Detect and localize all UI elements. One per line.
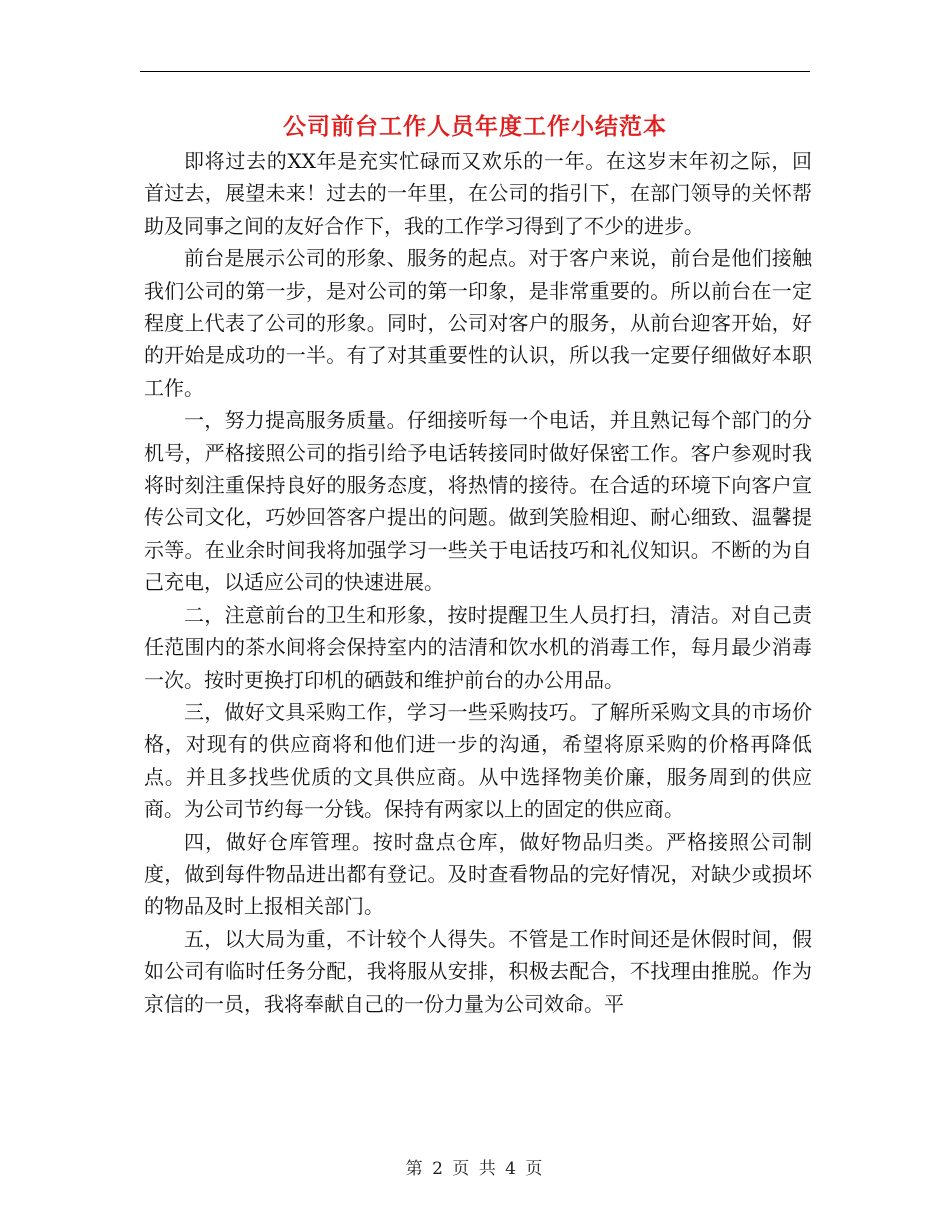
page-footer: 第 2 页 共 4 页: [405, 1159, 545, 1179]
document-title: 公司前台工作人员年度工作小结范本: [283, 113, 667, 140]
paragraph-point-1: 一，努力提高服务质量。仔细接听每一个电话，并且熟记每个部门的分机号，严格接照公司的指引给予电话转接同时做好保密工作。客户参观时我将时刻注重保持良好的服务态度，将热情的接待。在合适的环境下向客户宣传公司文化，巧妙回答客户提出的问题。做到笑脸相迎、耐心细致、温馨提示等。在业余时间我将加强学习一些关于电话技巧和礼仪知识。不断的为自己充电，以适应公司的快速进展。: [144, 408, 812, 595]
paragraph-point-3: 三，做好文具采购工作，学习一些采购技巧。了解所采购文具的市场价格，对现有的供应商将和他们进一步的沟通，希望将原采购的价格再降低点。并且多找些优质的文具供应商。从中选择物美价廉，服务周到的供应商。为公司节约每一分钱。保持有两家以上的固定的供应商。: [144, 699, 812, 822]
paragraph-point-2: 二，注意前台的卫生和形象，按时提醒卫生人员打扫，清洁。对自己责任范围内的茶水间将会保持室内的洁清和饮水机的消毒工作，每月最少消毒一次。按时更换打印机的硒鼓和维护前台的办公用品。: [144, 602, 812, 692]
paragraph-point-5: 五，以大局为重，不计较个人得失。不管是工作时间还是休假时间，假如公司有临时任务分配，我将服从安排，积极去配合，不找理由推脱。作为京信的一员，我将奉献自己的一份力量为公司效命。平: [144, 926, 812, 1016]
paragraph-intro: 即将过去的XX年是充实忙碌而又欢乐的一年。在这岁末年初之际，回首过去，展望未来！过去的一年里，在公司的指引下，在部门领导的关怀帮助及同事之间的友好合作下，我的工作学习得到了不少的进步。: [144, 149, 812, 238]
header-rule: [140, 71, 810, 72]
document-body: [144, 145, 812, 1020]
paragraph-front-desk: 前台是展示公司的形象、服务的起点。对于客户来说，前台是他们接触我们公司的第一步，是对公司的第一印象，是非常重要的。所以前台在一定程度上代表了公司的形象。同时，公司对客户的服务，从前台迎客开始，好的开始是成功的一半。有了对其重要性的认识，所以我一定要仔细做好本职工作。: [144, 246, 812, 400]
paragraph-point-4: 四，做好仓库管理。按时盘点仓库，做好物品归类。严格接照公司制度，做到每件物品进出都有登记。及时查看物品的完好情况，对缺少或损坏的物品及时上报相关部门。: [144, 829, 812, 919]
